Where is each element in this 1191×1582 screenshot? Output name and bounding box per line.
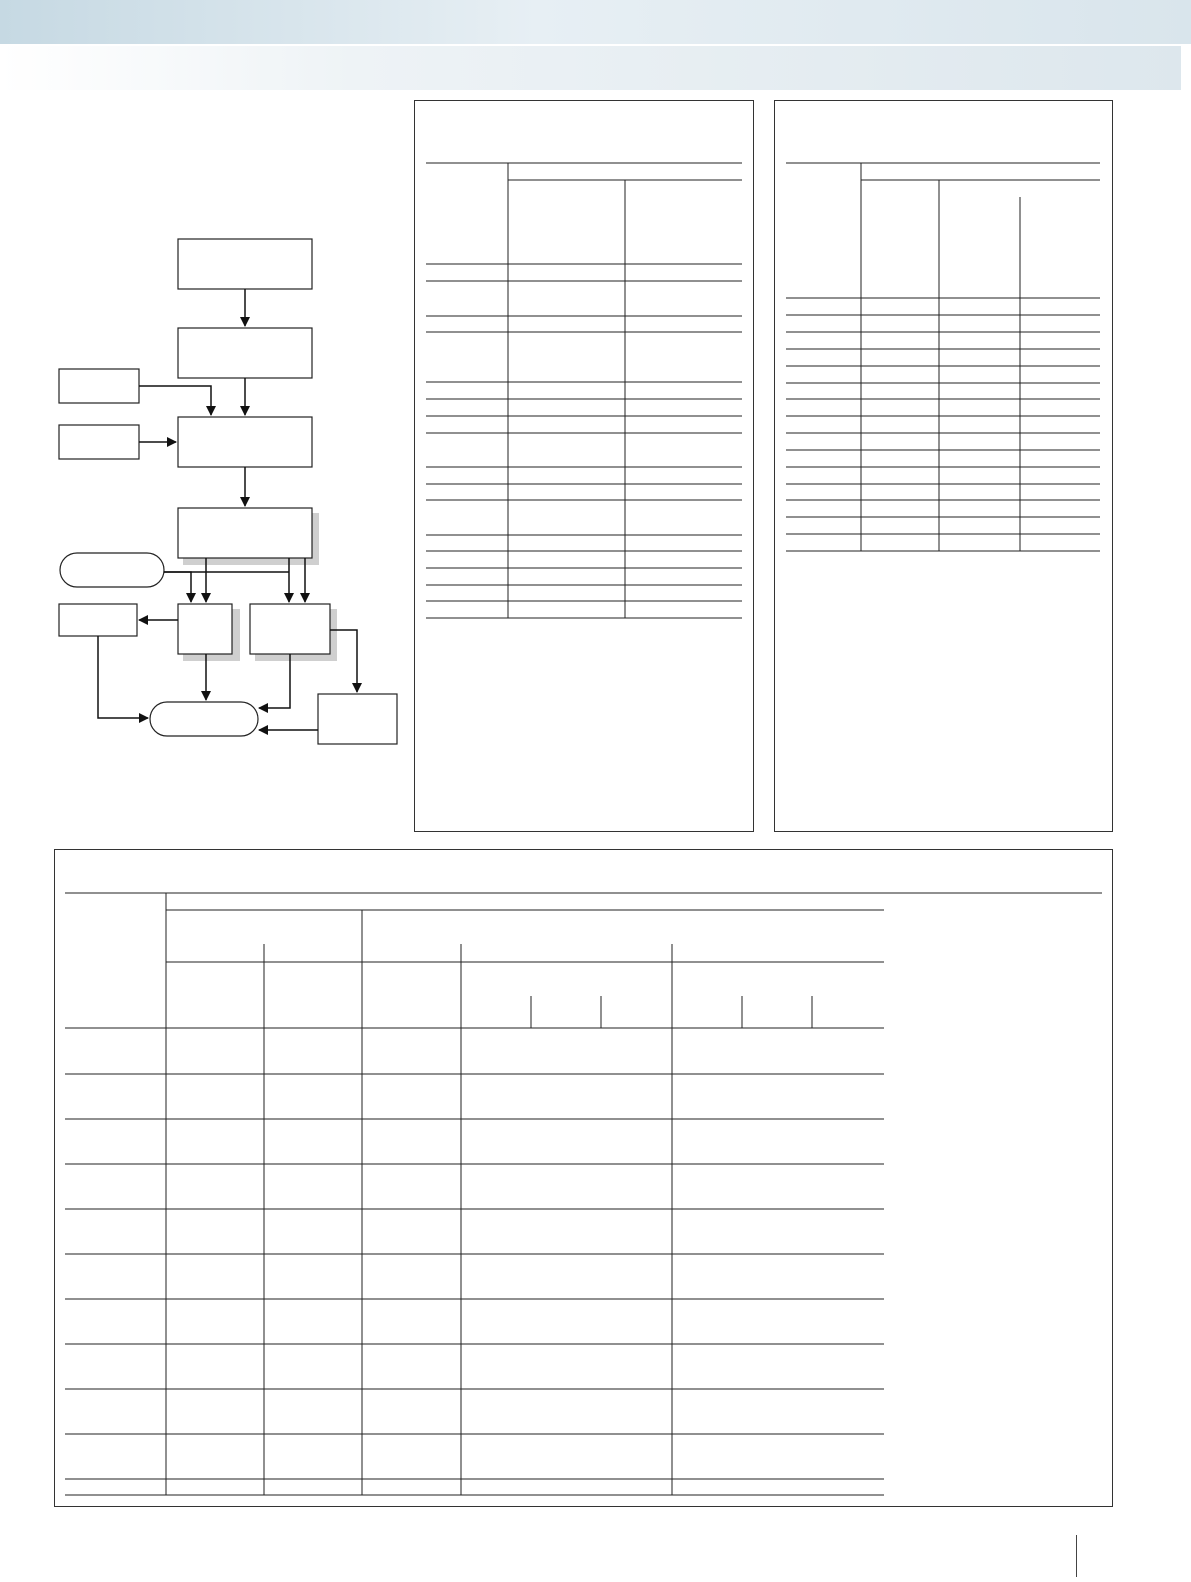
page-number-divider: [1076, 1535, 1077, 1577]
